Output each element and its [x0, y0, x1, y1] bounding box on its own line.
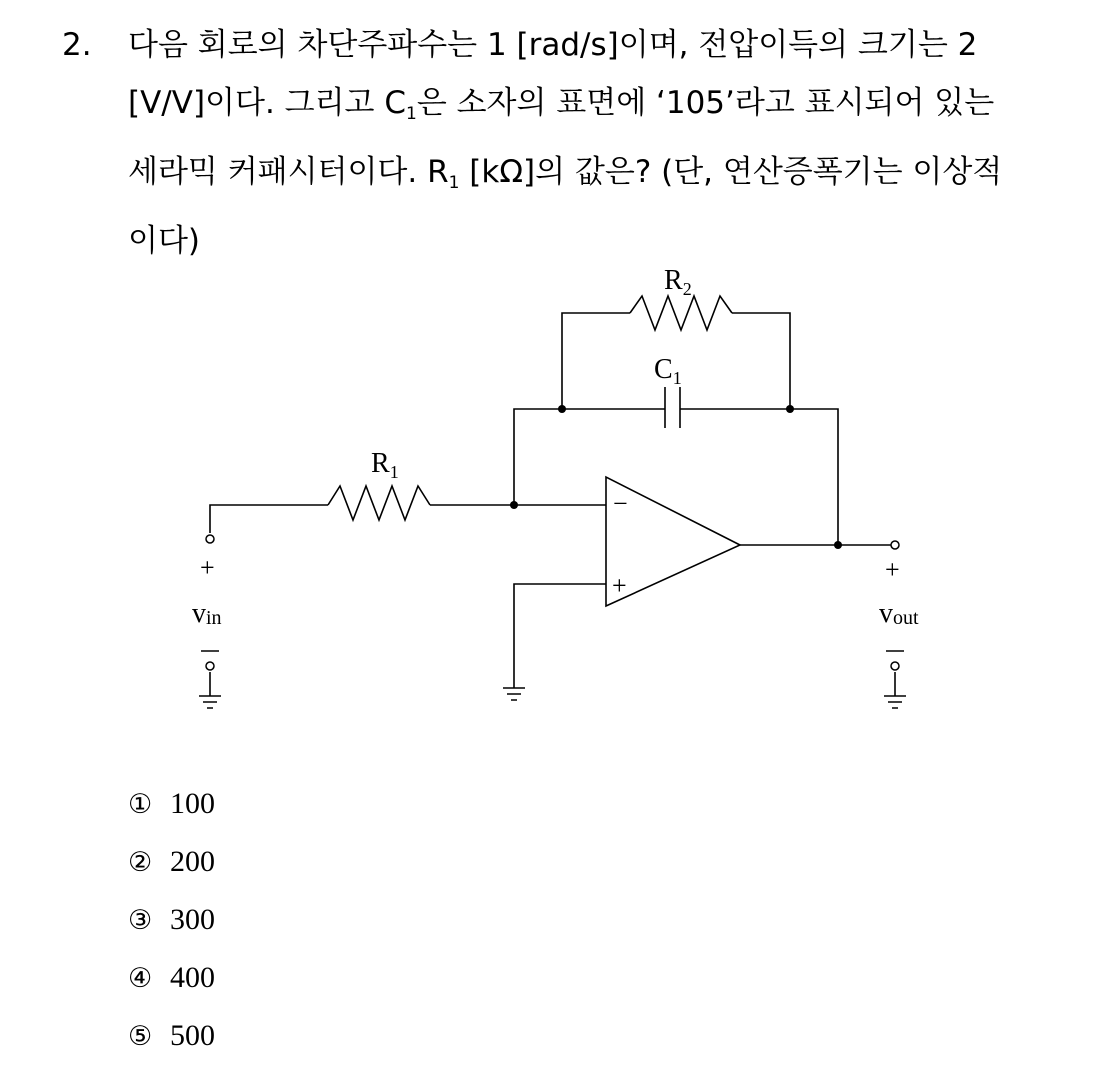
option-3[interactable] — [128, 894, 215, 952]
r1-label-main: R — [371, 448, 390, 479]
c1-label-main: C — [654, 354, 673, 385]
question-number: 2. — [62, 27, 92, 63]
option-4-value: 400 — [170, 961, 215, 994]
option-3-mark: ③ — [128, 905, 153, 936]
option-2[interactable] — [128, 836, 215, 894]
r1-label — [371, 448, 399, 482]
vout-terminal-bottom — [891, 662, 899, 670]
vout-plus-label: + — [885, 555, 900, 584]
r1-subscript: 1 — [448, 173, 460, 193]
option-2-mark: ② — [128, 847, 153, 878]
question-line-3-part-b: [kΩ]의 값은? (단, 연산증폭기는 이상적 — [459, 154, 1003, 190]
junction-dot-output — [834, 541, 842, 549]
answer-options — [128, 778, 215, 1068]
option-1[interactable] — [128, 778, 215, 836]
option-1-mark: ① — [128, 789, 153, 820]
option-5-value: 500 — [170, 1019, 215, 1052]
c1-label-sub: 1 — [672, 368, 682, 388]
feedback-right-wire — [680, 409, 838, 546]
question-line-4: 이다) — [128, 223, 200, 259]
vout-label-main: v — [879, 598, 893, 629]
input-wire — [210, 505, 328, 533]
r2-resistor-icon — [630, 296, 732, 330]
vin-label-main: v — [192, 598, 206, 629]
c1-subscript: 1 — [405, 104, 417, 124]
op-amp-plus-label: + — [612, 571, 627, 600]
option-5[interactable] — [128, 1010, 215, 1068]
question-line-2-part-b: 은 소자의 표면에 ‘105’라고 표시되어 있는 — [416, 85, 995, 121]
vin-plus-label: + — [200, 553, 215, 582]
vin-ground-icon — [199, 696, 221, 708]
junction-dot-inverting — [510, 501, 518, 509]
junction-dot-c1-right — [786, 405, 794, 413]
vout-ground-icon — [884, 696, 906, 708]
c1-label — [654, 354, 682, 388]
vout-label-sub: out — [893, 607, 919, 629]
r2-label — [664, 265, 692, 299]
r2-label-main: R — [664, 265, 683, 296]
vout-terminal-top — [891, 541, 899, 549]
vin-label-sub: in — [206, 607, 222, 629]
op-amp-minus-label: − — [613, 489, 628, 518]
r2-left-wire — [562, 313, 630, 409]
vin-terminal-top — [206, 535, 214, 543]
question-line-1: 다음 회로의 차단주파수는 1 [rad/s]이며, 전압이득의 크기는 2 — [128, 27, 978, 63]
vin-terminal-bottom — [206, 662, 214, 670]
option-5-mark: ⑤ — [128, 1021, 153, 1052]
feedback-left-wire — [514, 409, 665, 505]
question-line-2-part-a: [V/V]이다. 그리고 C — [128, 85, 406, 121]
r2-right-wire — [732, 313, 790, 409]
amp-ground-icon — [503, 688, 525, 700]
c1-capacitor-icon — [665, 387, 680, 428]
r1-resistor-icon — [328, 486, 430, 520]
option-4[interactable] — [128, 952, 215, 1010]
vin-label — [192, 598, 222, 629]
r1-label-sub: 1 — [389, 462, 399, 482]
junction-dot-c1-left — [558, 405, 566, 413]
r2-label-sub: 2 — [682, 279, 692, 299]
option-1-value: 100 — [170, 787, 215, 820]
noninverting-input-wire — [514, 584, 606, 688]
option-4-mark: ④ — [128, 963, 153, 994]
option-3-value: 300 — [170, 903, 215, 936]
option-2-value: 200 — [170, 845, 215, 878]
question-line-3-part-a: 세라믹 커패시터이다. R — [128, 154, 449, 190]
vout-label — [879, 598, 919, 629]
